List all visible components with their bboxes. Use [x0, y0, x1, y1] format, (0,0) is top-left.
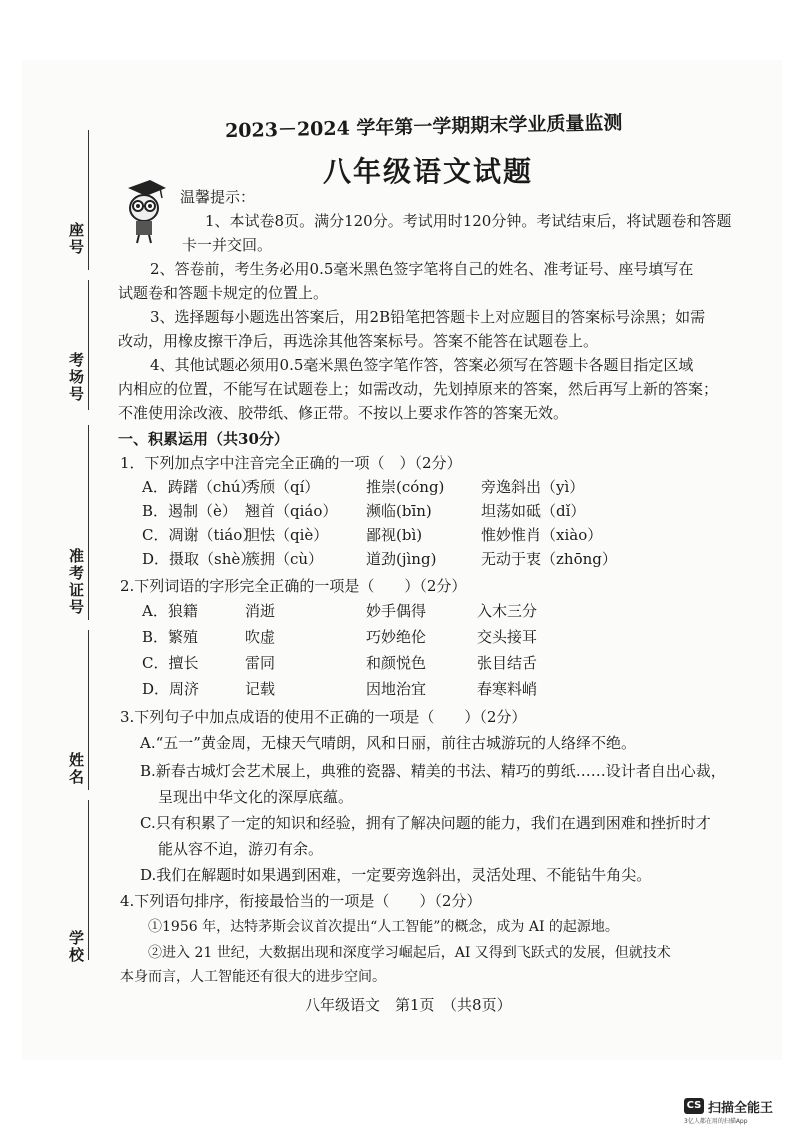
question-3-option-c: C.只有积累了一定的知识和经验，拥有了解决问题的能力，我们在遇到困难和挫折时才 — [140, 814, 711, 832]
exam-room-line — [88, 280, 89, 410]
option-word: 妙手偶得 — [366, 602, 427, 620]
notice-line: 改动，用橡皮擦干净后，再选涂其他答案标号。答案不能答在试题卷上。 — [118, 332, 599, 350]
option-word: 惟妙惟肖（xiào） — [481, 526, 603, 544]
option-word: 胆怯（qiè） — [245, 526, 329, 544]
option-word: 春寒料峭 — [477, 680, 538, 698]
option-word: A．踌躇（chú） — [142, 478, 256, 496]
option-word: D．摄取（shè） — [142, 550, 256, 568]
option-word: 记载 — [245, 680, 276, 698]
option-word: 道劲(jìng) — [366, 550, 437, 568]
question-2-stem: 2.下列词语的字形完全正确的一项是（ ）（2分） — [120, 577, 467, 595]
notice-line: 3、选择题每小题选出答案后，用2B铅笔把答题卡上对应题目的答案标号涂黑；如需 — [150, 308, 706, 326]
option-word: 入木三分 — [477, 602, 538, 620]
page-footer: 八年级语文 第1页 （共8页） — [305, 996, 512, 1014]
question-4-sentence-2: ②进入 21 世纪，大数据出现和深度学习崛起后，AI 又得到飞跃式的发展，但就技术 — [148, 945, 671, 961]
question-1-option-d — [142, 548, 742, 572]
option-word: 推崇(cóng) — [366, 478, 445, 496]
question-1-option-a — [142, 476, 742, 500]
question-3-option-a: A.“五一”黄金周，无棣天气晴朗，风和日丽，前往古城游玩的人络绎不绝。 — [140, 734, 636, 752]
ticket-line — [88, 425, 89, 620]
option-word: C．擅长 — [142, 654, 199, 672]
option-word: 巧妙绝伦 — [366, 628, 427, 646]
exam-title: 2023－2024 学年第一学期期末学业质量监测 — [224, 111, 623, 143]
notice-line: 不准使用涂改液、胶带纸、修正带。不按以上要求作答的答案无效。 — [118, 404, 569, 422]
exam-subtitle: 八年级语文试题 — [323, 155, 534, 188]
question-1-option-c — [142, 524, 742, 548]
section-heading: 一、积累运用（共30分） — [118, 430, 289, 448]
option-word: B．遏制（è） — [142, 502, 237, 520]
question-1-option-b — [142, 500, 742, 524]
question-3-option-b: B.新春古城灯会艺术展上，典雅的瓷器、精美的书法、精巧的剪纸……设计者自出心裁， — [140, 762, 726, 780]
option-word: 簇拥（cù） — [245, 550, 324, 568]
notice-line: 4、其他试题必须用0.5毫米黑色签字笔作答，答案必须写在答题卡各题目指定区域 — [150, 356, 694, 374]
camscanner-slogan: 3亿人都在用的扫描App — [684, 1118, 748, 1125]
question-2-option-d — [142, 678, 742, 702]
exam-room-label: 考场号 — [67, 352, 85, 403]
notice-line: 2、答卷前，考生务必用0.5毫米黑色签字笔将自己的姓名、准考证号、座号填写在 — [150, 260, 694, 278]
option-word: 濒临(bīn) — [366, 502, 432, 520]
question-2-option-b — [142, 626, 742, 650]
option-word: 翘首（qiáo） — [245, 502, 338, 520]
camscanner-logo-icon: CS — [684, 1098, 704, 1114]
question-3-stem: 3.下列句子中加点成语的使用不正确的一项是（ ）（2分） — [120, 708, 527, 726]
question-3-option-d: D.我们在解题时如果遇到困难，一定要旁逸斜出，灵活处理、不能钻牛角尖。 — [140, 866, 652, 884]
notice-line: 试题卷和答题卡规定的位置上。 — [118, 284, 329, 302]
school-line — [88, 800, 89, 960]
option-word: 鄙视(bì) — [366, 526, 423, 544]
question-4-stem: 4.下列语句排序，衔接最恰当的一项是（ ）（2分） — [120, 892, 482, 910]
notice-heading: 温馨提示： — [180, 188, 256, 206]
mascot-icon — [120, 178, 168, 244]
option-word: D．周济 — [142, 680, 200, 698]
option-word: 因地治宜 — [366, 680, 427, 698]
question-1-stem: 1．下列加点字中注音完全正确的一项（ ）（2分） — [120, 454, 462, 472]
option-word: 吹虚 — [245, 628, 276, 646]
question-2-option-a — [142, 600, 742, 624]
seat-label: 座号 — [67, 222, 85, 256]
question-4-sentence-2-cont: 本身而言，人工智能还有很大的进步空间。 — [120, 969, 386, 985]
option-word: 张目结舌 — [477, 654, 538, 672]
notice-line: 1、本试卷8页。满分120分。考试用时120分钟。考试结束后，将试题卷和答题 — [205, 212, 732, 230]
question-4-sentence-1: ①1956 年，达特茅斯会议首次提出“人工智能”的概念，成为 AI 的起源地。 — [148, 919, 619, 935]
option-word: 坦荡如砥（dǐ） — [481, 502, 586, 520]
camscanner-name: 扫描全能王 — [708, 1101, 774, 1116]
question-3-option-c-cont: 能从容不迫，游刃有余。 — [158, 840, 324, 858]
question-3-option-b-cont: 呈现出中华文化的深厚底蕴。 — [158, 788, 354, 806]
seat-line — [88, 130, 89, 270]
option-word: 交头接耳 — [477, 628, 538, 646]
option-word: 旁逸斜出（yì） — [481, 478, 585, 496]
notice-line: 卡一并交回。 — [182, 236, 273, 254]
option-word: 秀颀（qí） — [245, 478, 320, 496]
option-word: 消逝 — [245, 602, 276, 620]
option-word: 无动于衷（zhōng） — [481, 550, 617, 568]
question-2-option-c — [142, 652, 742, 676]
school-label: 学校 — [67, 930, 85, 964]
name-label: 姓名 — [67, 752, 85, 786]
option-word: A．狼籍 — [142, 602, 198, 620]
name-line — [88, 630, 89, 790]
option-word: B．繁殖 — [142, 628, 199, 646]
option-word: C．凋谢（tiáo） — [142, 526, 258, 544]
option-word: 和颜悦色 — [366, 654, 427, 672]
option-word: 雷同 — [245, 654, 276, 672]
notice-line: 内相应的位置，不能写在试题卷上；如需改动，先划掉原来的答案，然后再写上新的答案； — [118, 380, 719, 398]
ticket-label: 准考证号 — [67, 548, 85, 616]
